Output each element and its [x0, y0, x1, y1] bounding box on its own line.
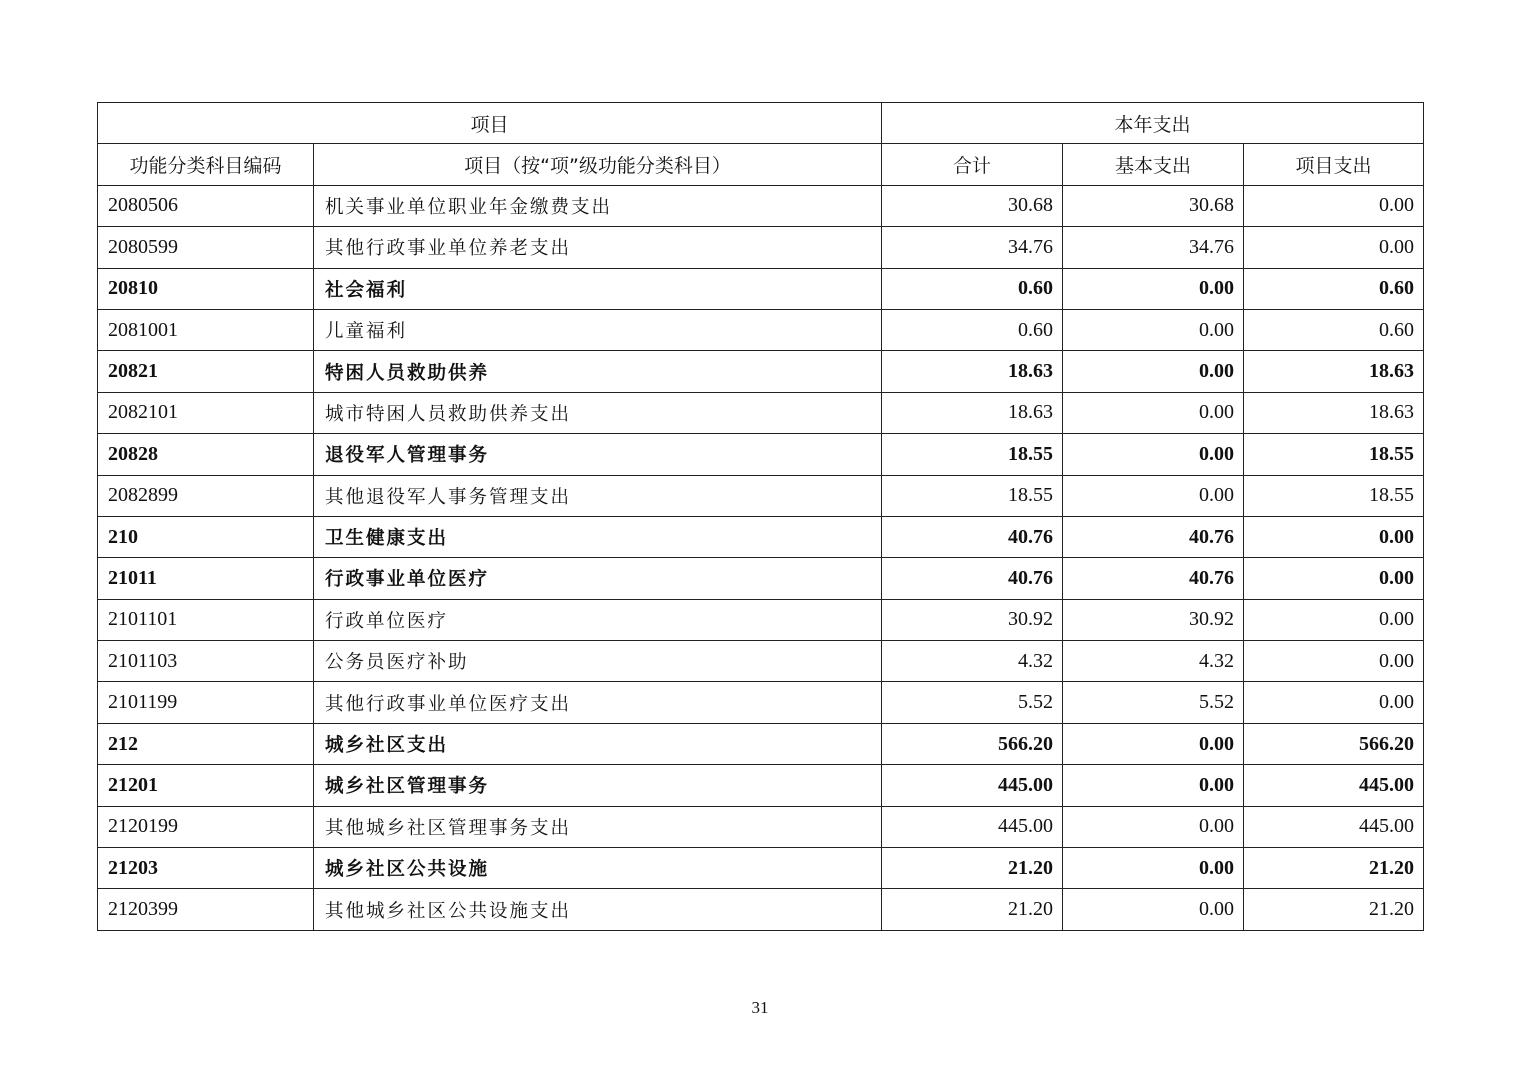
row-basic: 0.00: [1063, 392, 1244, 433]
row-total: 566.20: [882, 723, 1063, 764]
row-total: 0.60: [882, 309, 1063, 350]
table-row: [98, 641, 1424, 682]
table-row: [98, 268, 1424, 309]
table-row: [98, 392, 1424, 433]
row-project: 445.00: [1244, 806, 1424, 847]
header-item-group: 项目: [98, 103, 882, 144]
header-group-row: [98, 103, 1424, 144]
row-basic: 0.00: [1063, 848, 1244, 889]
row-code: 2101101: [98, 599, 314, 640]
table-row: [98, 309, 1424, 350]
table-row: [98, 765, 1424, 806]
header-columns-row: [98, 144, 1424, 185]
table-row: [98, 889, 1424, 930]
row-code: 210: [98, 516, 314, 557]
row-code: 2080506: [98, 185, 314, 226]
row-name: 社会福利: [314, 268, 882, 309]
row-code: 2081001: [98, 309, 314, 350]
row-name: 儿童福利: [314, 309, 882, 350]
table-row: [98, 806, 1424, 847]
row-basic: 0.00: [1063, 806, 1244, 847]
row-name: 其他退役军人事务管理支出: [314, 475, 882, 516]
table-body: [98, 185, 1424, 930]
row-code: 21203: [98, 848, 314, 889]
row-project: 18.63: [1244, 351, 1424, 392]
row-project: 18.55: [1244, 475, 1424, 516]
row-basic: 0.00: [1063, 434, 1244, 475]
row-project: 0.00: [1244, 185, 1424, 226]
row-basic: 0.00: [1063, 309, 1244, 350]
row-project: 0.00: [1244, 227, 1424, 268]
row-code: 21011: [98, 558, 314, 599]
header-code: 功能分类科目编码: [98, 144, 314, 185]
row-code: 20810: [98, 268, 314, 309]
row-name: 机关事业单位职业年金缴费支出: [314, 185, 882, 226]
row-total: 4.32: [882, 641, 1063, 682]
row-basic: 40.76: [1063, 516, 1244, 557]
header-basic: 基本支出: [1063, 144, 1244, 185]
table-row: [98, 682, 1424, 723]
row-project: 0.00: [1244, 599, 1424, 640]
row-total: 30.68: [882, 185, 1063, 226]
row-project: 566.20: [1244, 723, 1424, 764]
table-row: [98, 434, 1424, 475]
row-code: 20821: [98, 351, 314, 392]
row-total: 445.00: [882, 765, 1063, 806]
row-basic: 30.68: [1063, 185, 1244, 226]
row-name: 城乡社区管理事务: [314, 765, 882, 806]
row-project: 21.20: [1244, 848, 1424, 889]
row-name: 其他城乡社区公共设施支出: [314, 889, 882, 930]
header-expense-group: 本年支出: [882, 103, 1424, 144]
row-name: 其他城乡社区管理事务支出: [314, 806, 882, 847]
row-project: 0.60: [1244, 309, 1424, 350]
row-basic: 4.32: [1063, 641, 1244, 682]
page-number: 31: [751, 998, 769, 1017]
row-project: 445.00: [1244, 765, 1424, 806]
row-total: 5.52: [882, 682, 1063, 723]
row-project: 0.60: [1244, 268, 1424, 309]
header-name: 项目（按“项”级功能分类科目）: [314, 144, 882, 185]
table-row: [98, 848, 1424, 889]
row-name: 公务员医疗补助: [314, 641, 882, 682]
expenditure-table: [97, 102, 1424, 931]
row-code: 2120399: [98, 889, 314, 930]
row-project: 0.00: [1244, 558, 1424, 599]
table-row: [98, 516, 1424, 557]
row-total: 21.20: [882, 848, 1063, 889]
header-total: 合计: [882, 144, 1063, 185]
row-code: 2080599: [98, 227, 314, 268]
row-basic: 5.52: [1063, 682, 1244, 723]
row-name: 城市特困人员救助供养支出: [314, 392, 882, 433]
table-row: [98, 351, 1424, 392]
table-row: [98, 227, 1424, 268]
table-row: [98, 558, 1424, 599]
row-total: 34.76: [882, 227, 1063, 268]
row-total: 18.63: [882, 351, 1063, 392]
row-project: 0.00: [1244, 516, 1424, 557]
row-total: 40.76: [882, 516, 1063, 557]
row-basic: 0.00: [1063, 475, 1244, 516]
row-total: 30.92: [882, 599, 1063, 640]
row-name: 其他行政事业单位医疗支出: [314, 682, 882, 723]
row-code: 2101103: [98, 641, 314, 682]
row-basic: 0.00: [1063, 765, 1244, 806]
row-code: 2101199: [98, 682, 314, 723]
row-total: 18.55: [882, 475, 1063, 516]
table-row: [98, 599, 1424, 640]
row-code: 21201: [98, 765, 314, 806]
row-basic: 30.92: [1063, 599, 1244, 640]
row-total: 21.20: [882, 889, 1063, 930]
row-name: 行政单位医疗: [314, 599, 882, 640]
row-project: 18.55: [1244, 434, 1424, 475]
row-basic: 0.00: [1063, 889, 1244, 930]
row-total: 18.63: [882, 392, 1063, 433]
row-code: 2082101: [98, 392, 314, 433]
row-name: 城乡社区公共设施: [314, 848, 882, 889]
row-basic: 40.76: [1063, 558, 1244, 599]
row-code: 20828: [98, 434, 314, 475]
row-basic: 34.76: [1063, 227, 1244, 268]
table-row: [98, 185, 1424, 226]
header-project: 项目支出: [1244, 144, 1424, 185]
row-name: 行政事业单位医疗: [314, 558, 882, 599]
row-total: 445.00: [882, 806, 1063, 847]
row-project: 18.63: [1244, 392, 1424, 433]
row-total: 0.60: [882, 268, 1063, 309]
row-name: 特困人员救助供养: [314, 351, 882, 392]
row-code: 2082899: [98, 475, 314, 516]
row-total: 18.55: [882, 434, 1063, 475]
row-code: 2120199: [98, 806, 314, 847]
row-name: 其他行政事业单位养老支出: [314, 227, 882, 268]
row-basic: 0.00: [1063, 723, 1244, 764]
row-project: 0.00: [1244, 641, 1424, 682]
row-basic: 0.00: [1063, 268, 1244, 309]
row-code: 212: [98, 723, 314, 764]
table-row: [98, 475, 1424, 516]
row-basic: 0.00: [1063, 351, 1244, 392]
row-project: 21.20: [1244, 889, 1424, 930]
row-name: 退役军人管理事务: [314, 434, 882, 475]
row-project: 0.00: [1244, 682, 1424, 723]
row-total: 40.76: [882, 558, 1063, 599]
row-name: 城乡社区支出: [314, 723, 882, 764]
table-row: [98, 723, 1424, 764]
row-name: 卫生健康支出: [314, 516, 882, 557]
